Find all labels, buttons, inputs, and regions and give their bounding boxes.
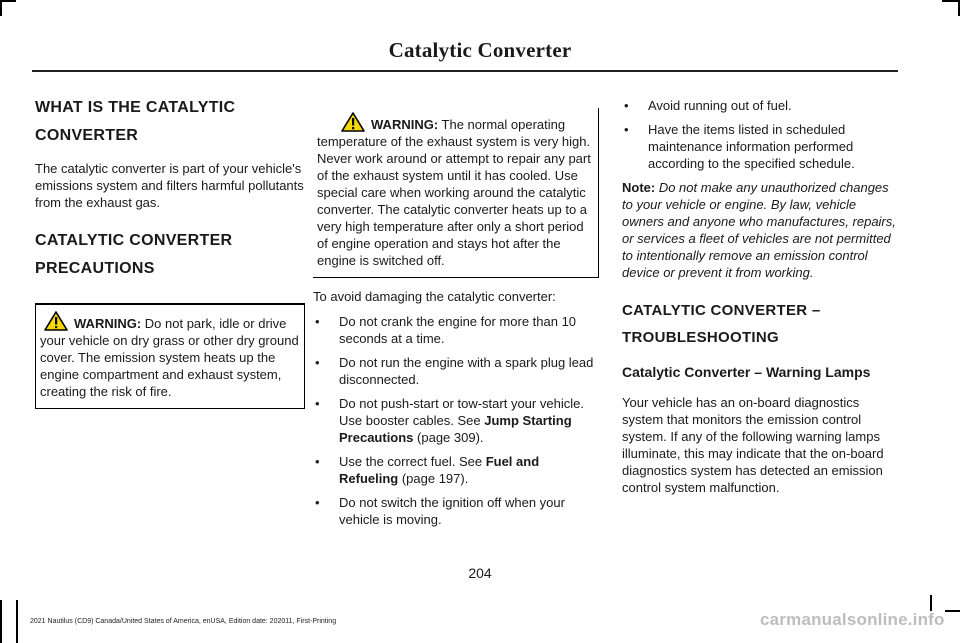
bullet-list [313,313,599,528]
crop-mark [945,610,960,612]
page-reference: (page 309). [413,430,484,445]
list-item-text: Have the items listed in scheduled maintenance information performed according to the specified schedule. [648,122,855,171]
list-item-text: Do not switch the ignition off when your vehicle is moving. [339,495,565,527]
crop-mark [16,600,18,643]
bullet-icon: • [315,314,320,329]
warning-triangle-icon [341,112,365,132]
list-item [313,313,599,347]
paragraph: Your vehicle has an on-board diagnostics system that monitors the emission control system. If any of the following warning lamps illuminate, this may indicate that the on-board diagnostics system has detected an emission control system malfunction. [622,395,884,495]
crop-mark [0,0,16,2]
bullet-icon: • [315,454,320,469]
bullet-icon: • [624,98,629,113]
bullet-icon: • [315,495,320,510]
crop-mark [0,0,2,16]
cross-reference-link[interactable]: Jump Starting Precautions [339,413,572,445]
page-header-title: Catalytic Converter [388,38,572,62]
list-item-text: Use the correct fuel. See [339,454,486,469]
heading-line: CONVERTER [35,127,139,144]
warning-label: WARNING: [74,316,142,331]
list-item [313,354,599,388]
cross-reference-link[interactable]: Fuel and Refueling [339,454,540,486]
warning-label: WARNING: [371,117,439,132]
page-reference: (page 197). [398,471,469,486]
bullet-icon: • [315,355,320,370]
column-middle [313,108,599,535]
page-number: 204 [468,565,492,581]
heading-line: PRECAUTIONS [35,260,155,277]
warning-text: The normal operating temperature of the exhaust system is very high. Never work around or attempt to repair any part of the exhaust system until it has cooled. Use special care when working around the catalytic converter. The catalytic converter heats up to a very high temperature after only a short period of engine operation and stays hot after the engine is switched off. [317,117,591,268]
paragraph: The catalytic converter is part of your vehicle's emissions system and filters harmful pollutants from the exhaust gas. [35,161,304,210]
paragraph: To avoid damaging the catalytic converter: [313,289,556,304]
crop-mark [0,600,2,643]
heading-line: CATALYTIC CONVERTER – [622,302,821,319]
list-item-text: Avoid running out of fuel. [648,98,792,113]
warning-text: Do not park, idle or drive your vehicle on dry grass or other dry ground cover. The emission system heats up the engine compartment and exhaust system, creating the risk of fire. [40,316,299,399]
heading-line: CATALYTIC CONVERTER [35,232,233,249]
heading-line: TROUBLESHOOTING [622,329,779,346]
note-text: Do not make any unauthorized changes to your vehicle or engine. By law, vehicle owners and anyone who manufactures, repairs, or services a fleet of vehicles are not permitted to intentionally remove an emission control device or prevent it from working. [622,180,896,280]
list-item-text: Do not push-start or tow-start your vehicle. Use booster cables. See [339,396,584,428]
section-heading [622,299,898,350]
warning-triangle-icon [44,311,68,331]
warning-box [35,303,305,409]
column-left [35,96,305,409]
note-paragraph [622,179,898,281]
bullet-icon: • [315,396,320,411]
list-item-text: Do not run the engine with a spark plug lead disconnected. [339,355,594,387]
bullet-icon: • [624,122,629,137]
crop-mark [930,595,932,611]
list-item [622,121,898,172]
list-item [313,494,599,528]
note-label: Note: [622,180,656,195]
list-item [313,453,599,487]
list-item-text: Do not crank the engine for more than 10 seconds at a time. [339,314,577,346]
subsection-heading: Catalytic Converter – Warning Lamps [622,364,871,380]
list-item [622,97,898,114]
warning-box [313,108,599,278]
watermark: carmanualsonline.info [760,610,945,629]
column-right [622,97,898,496]
list-item [313,395,599,446]
bullet-list [622,97,898,172]
section-heading [35,229,305,281]
heading-line: WHAT IS THE CATALYTIC [35,99,236,116]
footer-text: 2021 Nautilus (CD9) Canada/United States of America, enUSA, Edition date: 202011, First-Printing [30,618,337,625]
header-divider [32,70,898,72]
section-heading [35,96,305,148]
